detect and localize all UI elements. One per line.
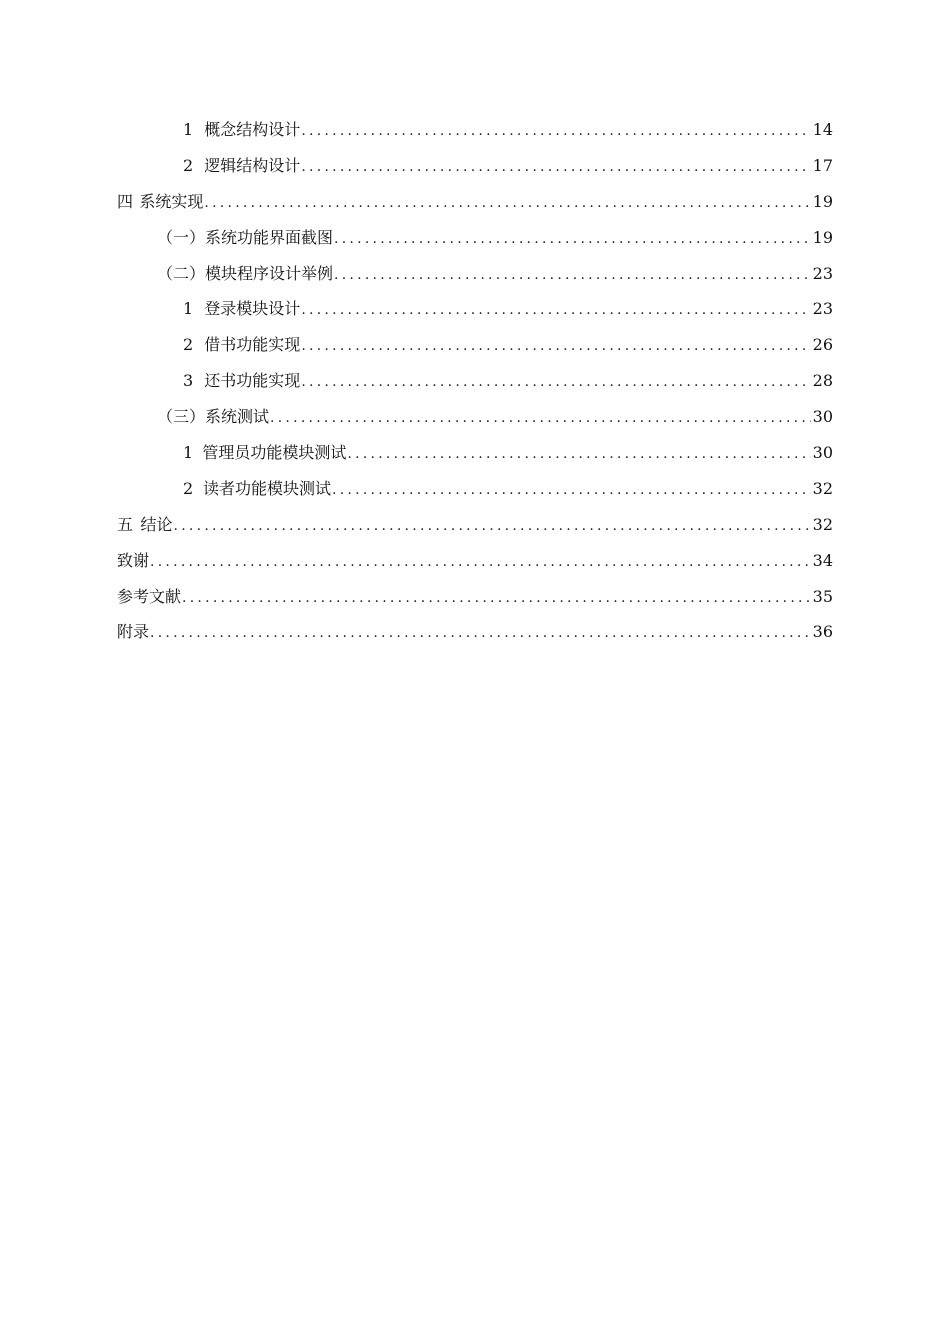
toc-dot-leader (301, 329, 810, 365)
toc-entry-title: 读者功能模块测试 (203, 478, 332, 498)
toc-entry-number: 2 (183, 335, 194, 355)
toc-dot-leader (204, 186, 810, 222)
toc-entry-page: 19 (812, 191, 833, 211)
toc-entry-title: 还书功能实现 (204, 371, 301, 391)
toc-entry-number: 1 (183, 299, 194, 319)
toc-entry-page: 26 (812, 335, 833, 355)
toc-dot-leader (301, 150, 810, 186)
toc-entry[interactable] (117, 291, 833, 327)
toc-dot-leader (301, 114, 810, 150)
toc-dot-leader (270, 401, 811, 437)
toc-entry[interactable] (117, 435, 833, 471)
toc-entry-number: 四 (117, 191, 134, 211)
toc-entry-page: 35 (812, 586, 833, 606)
toc-entry[interactable] (117, 148, 833, 184)
toc-entry-title: 系统实现 (139, 191, 204, 211)
toc-entry-title: 管理员功能模块测试 (202, 443, 347, 463)
toc-entry-page: 23 (812, 299, 833, 319)
toc-dot-leader (334, 258, 811, 294)
toc-entry-page: 32 (812, 514, 833, 534)
toc-dot-leader (301, 293, 810, 329)
toc-entry[interactable] (117, 507, 833, 543)
toc-entry-number: 五 (117, 514, 134, 534)
toc-entry-page: 17 (812, 155, 833, 175)
toc-entry-title: 模块程序设计举例 (205, 263, 334, 283)
toc-entry-page: 34 (812, 550, 833, 570)
toc-entry-title: 借书功能实现 (204, 335, 301, 355)
toc-entry[interactable] (117, 112, 833, 148)
toc-entry-title: 附录 (117, 622, 150, 642)
table-of-contents (117, 112, 833, 650)
toc-entry[interactable] (117, 614, 833, 650)
toc-entry-title: 登录模块设计 (204, 299, 301, 319)
toc-entry-page: 28 (812, 371, 833, 391)
toc-entry-page: 30 (812, 407, 833, 427)
toc-entry[interactable] (117, 184, 833, 220)
toc-entry-page: 14 (812, 120, 833, 139)
toc-entry-number: 3 (183, 371, 194, 391)
toc-entry-title: 致谢 (117, 550, 150, 570)
toc-entry-number: （三） (157, 407, 206, 427)
toc-dot-leader (182, 581, 811, 617)
toc-entry-title: 系统测试 (205, 407, 270, 427)
toc-entry-title: 概念结构设计 (204, 120, 301, 139)
toc-dot-leader (301, 365, 810, 401)
toc-entry-number: （一） (157, 227, 206, 247)
toc-entry[interactable] (117, 543, 833, 579)
toc-entry[interactable] (117, 327, 833, 363)
toc-entry[interactable] (117, 363, 833, 399)
toc-entry[interactable] (117, 256, 833, 292)
toc-entry-title: 系统功能界面截图 (205, 227, 334, 247)
toc-entry-number: （二） (157, 263, 206, 283)
toc-dot-leader (347, 437, 810, 473)
toc-entry-number: 2 (183, 155, 194, 175)
toc-entry-title: 逻辑结构设计 (204, 155, 301, 175)
toc-entry-page: 23 (812, 263, 833, 283)
toc-entry-number: 2 (183, 478, 194, 498)
toc-entry-page: 36 (812, 622, 833, 642)
toc-entry-number: 1 (183, 120, 194, 139)
toc-dot-leader (150, 545, 811, 581)
toc-entry-number: 1 (183, 443, 194, 463)
toc-dot-leader (174, 509, 811, 545)
toc-entry-page: 30 (812, 443, 833, 463)
toc-dot-leader (332, 473, 811, 509)
toc-entry-page: 19 (812, 227, 833, 247)
toc-dot-leader (150, 616, 811, 652)
toc-dot-leader (334, 222, 811, 258)
toc-entry[interactable] (117, 399, 833, 435)
toc-entry-title: 参考文献 (117, 586, 182, 606)
toc-entry[interactable] (117, 471, 833, 507)
toc-entry-title: 结论 (140, 514, 173, 534)
toc-entry[interactable] (117, 579, 833, 615)
toc-entry-page: 32 (812, 478, 833, 498)
toc-entry[interactable] (117, 220, 833, 256)
